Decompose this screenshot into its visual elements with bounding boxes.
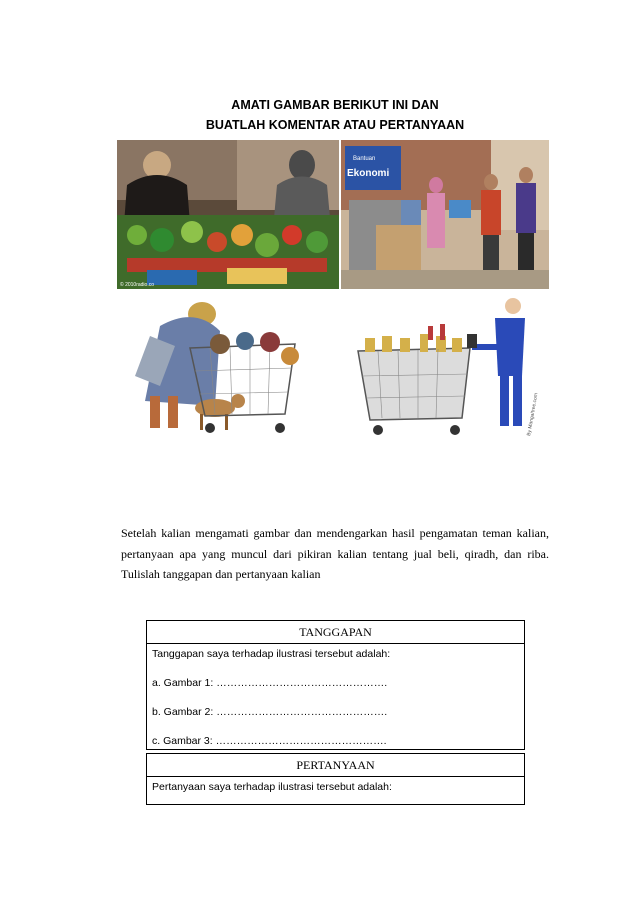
tanggapan-item-1[interactable]: a. Gambar 1: …………………………………………. <box>152 677 388 689</box>
aid-photo <box>341 140 549 289</box>
aid-banner-small: Bantuan <box>353 156 376 162</box>
tanggapan-box <box>146 620 525 750</box>
shopping-cart-cartoon <box>120 296 560 446</box>
aid-photo-svg <box>341 140 549 289</box>
pertanyaan-intro[interactable]: Pertanyaan saya terhadap ilustrasi tersebut adalah: <box>152 781 392 793</box>
instruction-paragraph: Setelah kalian mengamati gambar dan mendengarkan hasil pengamatan teman kalian, pertanyaan apa yang muncul dari pikiran kalian tentang jual beli, qiradh, dan riba. Tulislah tanggapan dan pertanyaan kalian <box>121 526 549 581</box>
page-title <box>120 95 550 135</box>
title-line-2: BUATLAH KOMENTAR ATAU PERTANYAAN <box>205 118 465 132</box>
tanggapan-item-2[interactable]: b. Gambar 2: …………………………………………. <box>152 706 388 718</box>
photo-row <box>117 140 549 289</box>
title-line-1: AMATI GAMBAR BERIKUT INI DAN <box>231 98 439 112</box>
cartoon-signature: By Manga/tree.com <box>526 392 540 437</box>
tanggapan-body <box>147 648 524 748</box>
market-photo-svg <box>117 140 339 289</box>
market-photo-watermark: © 2010radio.co <box>120 282 154 288</box>
market-photo <box>117 140 339 289</box>
tanggapan-header: TANGGAPAN <box>147 621 524 644</box>
pertanyaan-box <box>146 753 525 805</box>
aid-banner-big: Ekonomi <box>347 168 390 179</box>
pertanyaan-body <box>147 781 524 794</box>
cartoon-svg <box>120 296 560 446</box>
tanggapan-intro: Tanggapan saya terhadap ilustrasi tersebut adalah: <box>152 648 391 660</box>
tanggapan-item-3[interactable]: c. Gambar 3: …………………………………………. <box>152 735 387 747</box>
pertanyaan-header: PERTANYAAN <box>147 754 524 777</box>
